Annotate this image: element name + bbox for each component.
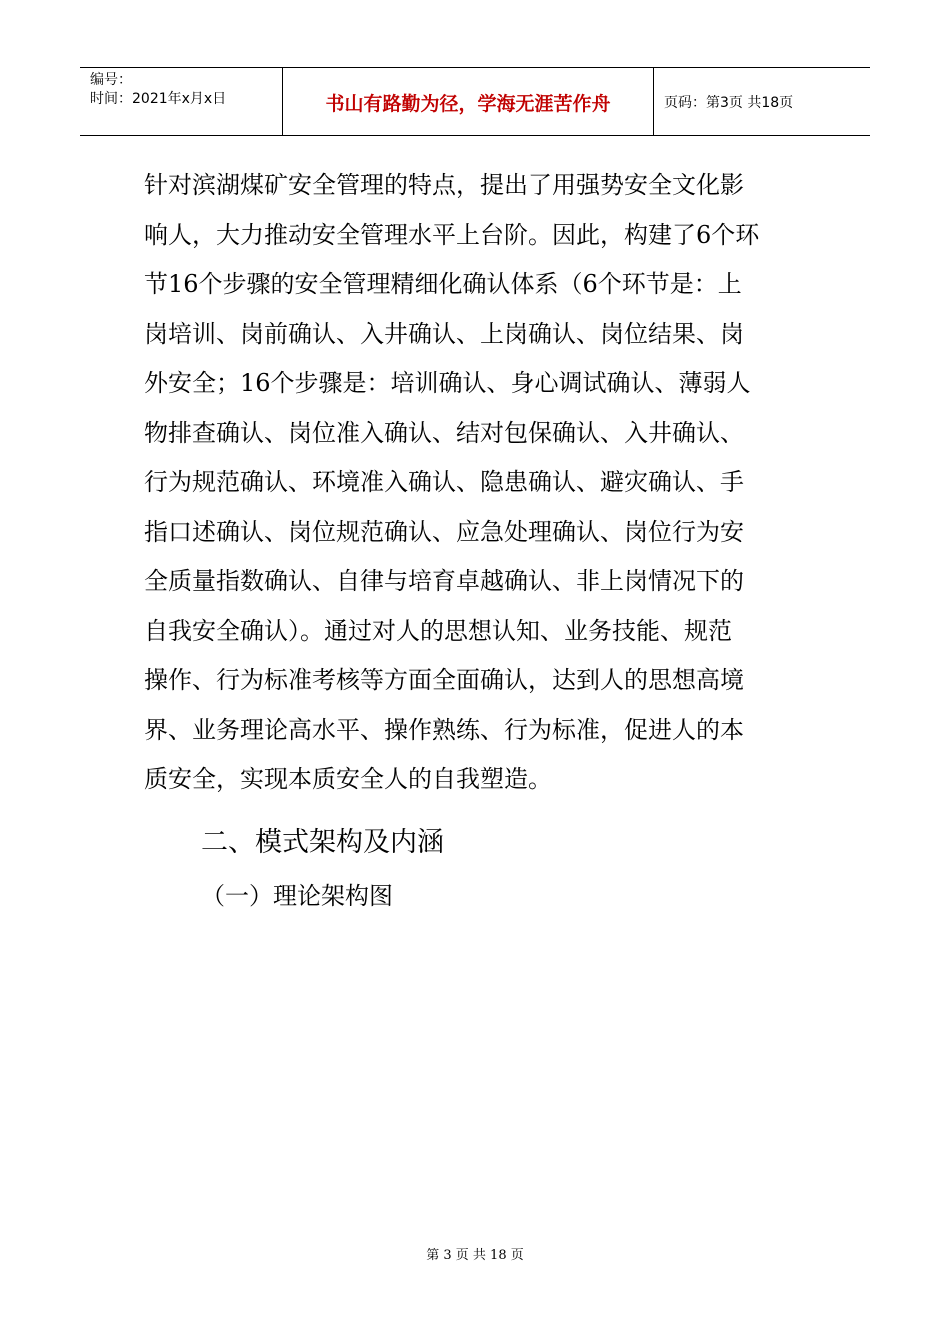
header-page-number: 页码：第3页 共18页 [664, 95, 794, 111]
paragraph-line: 外安全；16个步骤是：培训确认、身心调试确认、薄弱人 [144, 369, 751, 397]
paragraph-line: 针对滨湖煤矿安全管理的特点，提出了用强势安全文化影 [144, 171, 744, 199]
paragraph-line: 节16个步骤的安全管理精细化确认体系（6个环节是：上 [144, 270, 742, 298]
header-page-cell [654, 68, 870, 135]
paragraph-line: 行为规范确认、环境准入确认、隐患确认、避灾确认、手 [144, 468, 744, 496]
paragraph-line: 自我安全确认）。通过对人的思想认知、业务技能、规范 [144, 616, 732, 645]
body-paragraph [144, 165, 814, 809]
paragraph-line: 指口述确认、岗位规范确认、应急处理确认、岗位行为安 [144, 517, 744, 546]
page-header [80, 67, 870, 136]
header-motto: 书山有路勤为径，学海无涯苦作舟 [325, 93, 611, 115]
paragraph-line: 全质量指数确认、自律与培育卓越确认、非上岗情况下的 [144, 567, 744, 595]
subsection-heading: （一）理论架构图 [201, 882, 393, 910]
section-heading: 二、模式架构及内涵 [201, 827, 444, 858]
header-motto-cell [282, 68, 654, 135]
paragraph-line: 质安全，实现本质安全人的自我塑造。 [144, 765, 552, 793]
paragraph-line: 响人，大力推动安全管理水平上台阶。因此，构建了6个环 [144, 220, 760, 249]
document-number-label: 编号： [90, 72, 132, 88]
paragraph-line: 物排查确认、岗位准入确认、结对包保确认、入井确认、 [144, 418, 744, 447]
document-date: 时间：2021年x月x日 [90, 91, 227, 107]
paragraph-line: 操作、行为标准考核等方面全面确认，达到人的思想高境 [144, 666, 744, 694]
paragraph-line: 界、业务理论高水平、操作熟练、行为标准，促进人的本 [144, 715, 744, 744]
page-footer: 第 3 页 共 18 页 [426, 1248, 524, 1263]
header-meta-cell [80, 68, 282, 135]
paragraph-line: 岗培训、岗前确认、入井确认、上岗确认、岗位结果、岗 [144, 319, 744, 348]
